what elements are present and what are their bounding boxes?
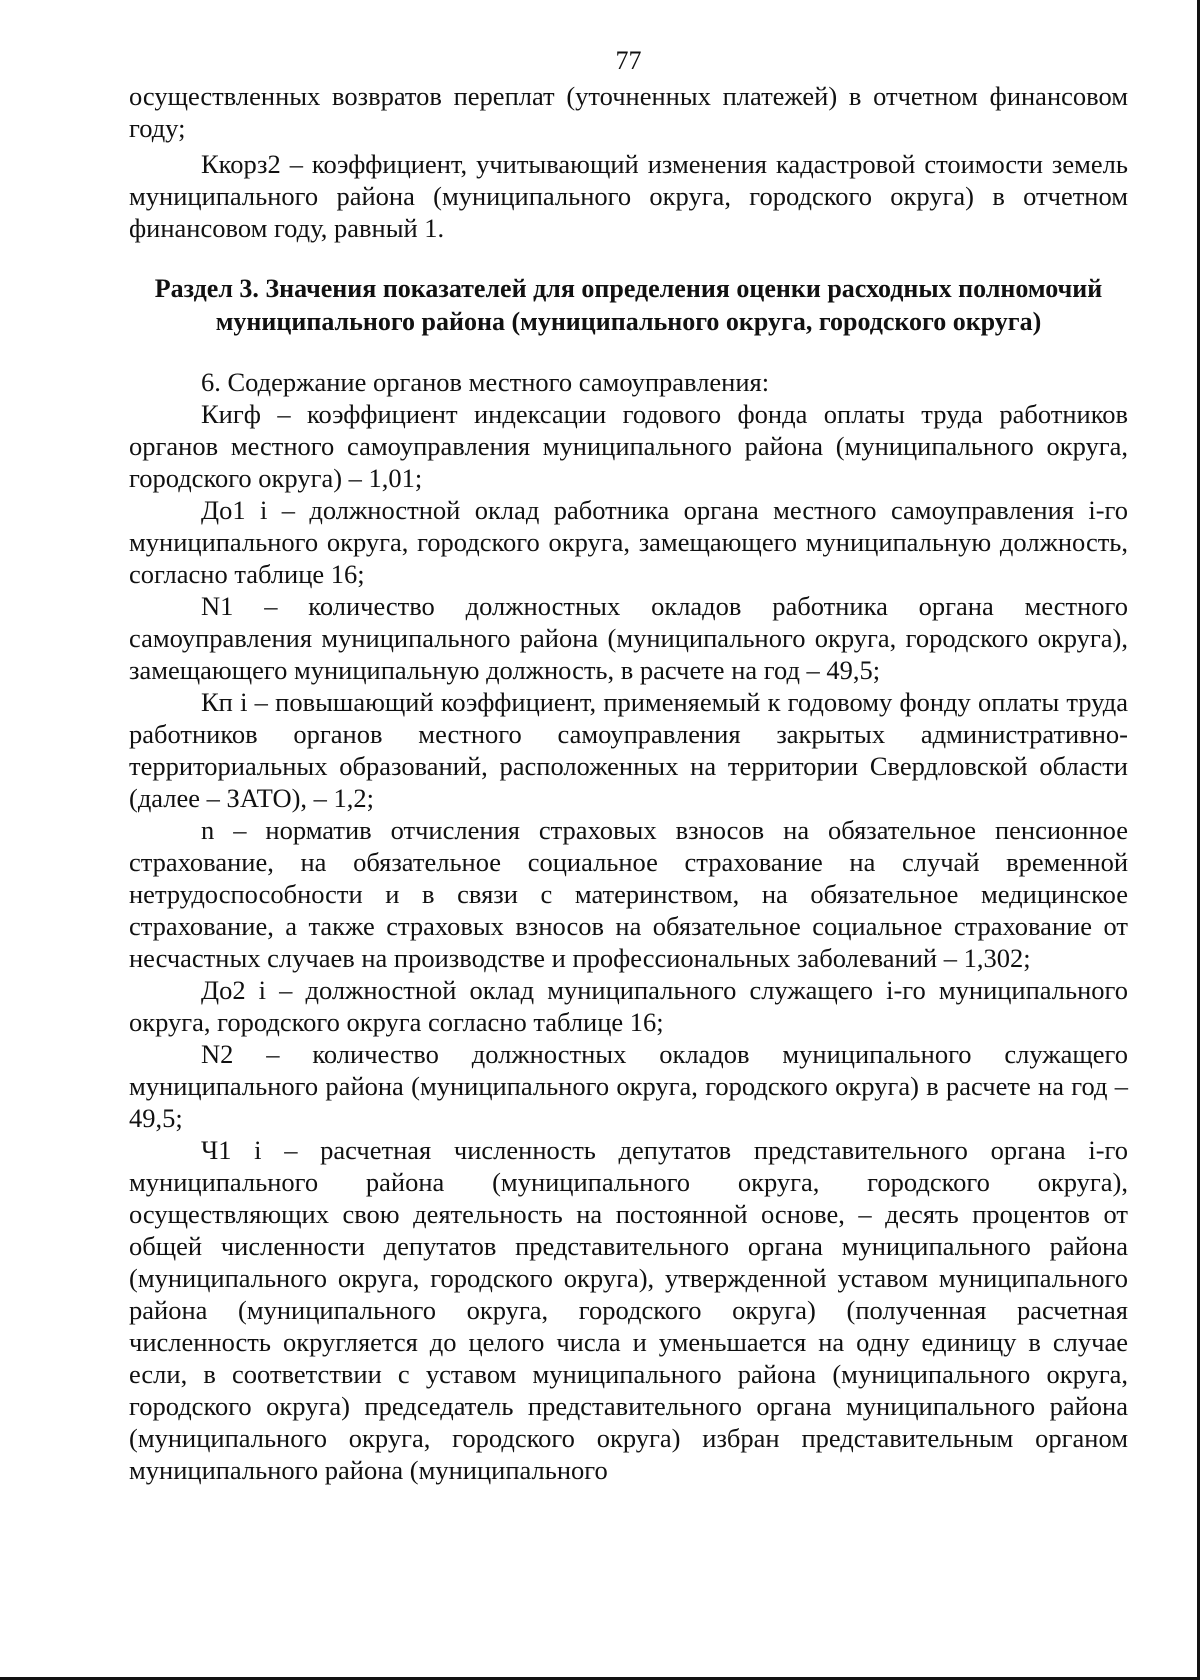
paragraph-kp: Кп i – повышающий коэффициент, применяемый к годовому фонду оплаты труда работников органов местного самоуправления закрытых административно-территориальных образований, расположенных на территории Свердловской области (далее – ЗАТО), – 1,2; bbox=[129, 687, 1128, 813]
paragraph-continuation: осуществленных возвратов переплат (уточненных платежей) в отчетном финансовом году; bbox=[129, 81, 1128, 143]
paragraph-n1: N1 – количество должностных окладов работника органа местного самоуправления муниципального района (муниципального округа, городского округа), замещающего муниципальную должность, в расчете на год – 49,5; bbox=[129, 591, 1128, 685]
paragraph-kigf: Кигф – коэффициент индексации годового фонда оплаты труда работников органов местного самоуправления муниципального района (муниципального округа, городского округа) – 1,01; bbox=[129, 399, 1128, 493]
paragraph-n: n – норматив отчисления страховых взносов на обязательное пенсионное страхование, на обязательное социальное страхование на случай временной нетрудоспособности и в связи с материнством, на обязательное медицинское страхование, а также страховых взносов на обязательное социальное страхование от несчастных случаев на производстве и профессиональных заболеваний – 1,302; bbox=[129, 815, 1128, 973]
paragraph-ch1: Ч1 i – расчетная численность депутатов представительного органа i-го муниципального района (муниципального округа, городского округа), осуществляющих свою деятельность на постоянной основе, – десять процентов от общей численности депутатов представительного органа муниципального района (муниципального округа, городского округа), утвержденной уставом муниципального района (муниципального округа, городского округа) (полученная расчетная численность округляется до целого числа и уменьшается на одну единицу в случае если, в соответствии с уставом муниципального района (муниципального округа, городского округа) председатель представительного органа муниципального района (муниципального округа, городского округа) избран представительным органом муниципального района (муниципального bbox=[129, 1135, 1128, 1485]
page-number: 77 bbox=[615, 46, 642, 75]
section-heading: Раздел 3. Значения показателей для определения оценки расходных полномочий муниципального района (муниципального округа, городского округа) bbox=[154, 274, 1103, 336]
paragraph-item-6: 6. Содержание органов местного самоуправления: bbox=[201, 367, 770, 397]
paragraph-kkorz2: Ккорз2 – коэффициент, учитывающий изменения кадастровой стоимости земель муниципального района (муниципального округа, городского округа) в отчетном финансовом году, равный 1. bbox=[129, 149, 1128, 243]
paragraph-do1: До1 i – должностной оклад работника органа местного самоуправления i-го муниципального округа, городского округа, замещающего муниципальную должность, согласно таблице 16; bbox=[129, 495, 1128, 589]
document-page bbox=[129, 42, 1128, 1486]
paragraph-n2: N2 – количество должностных окладов муниципального служащего муниципального района (муниципального округа, городского округа) в расчете на год – 49,5; bbox=[129, 1039, 1128, 1133]
paragraph-do2: До2 i – должностной оклад муниципального служащего i-го муниципального округа, городского округа согласно таблице 16; bbox=[129, 975, 1128, 1037]
